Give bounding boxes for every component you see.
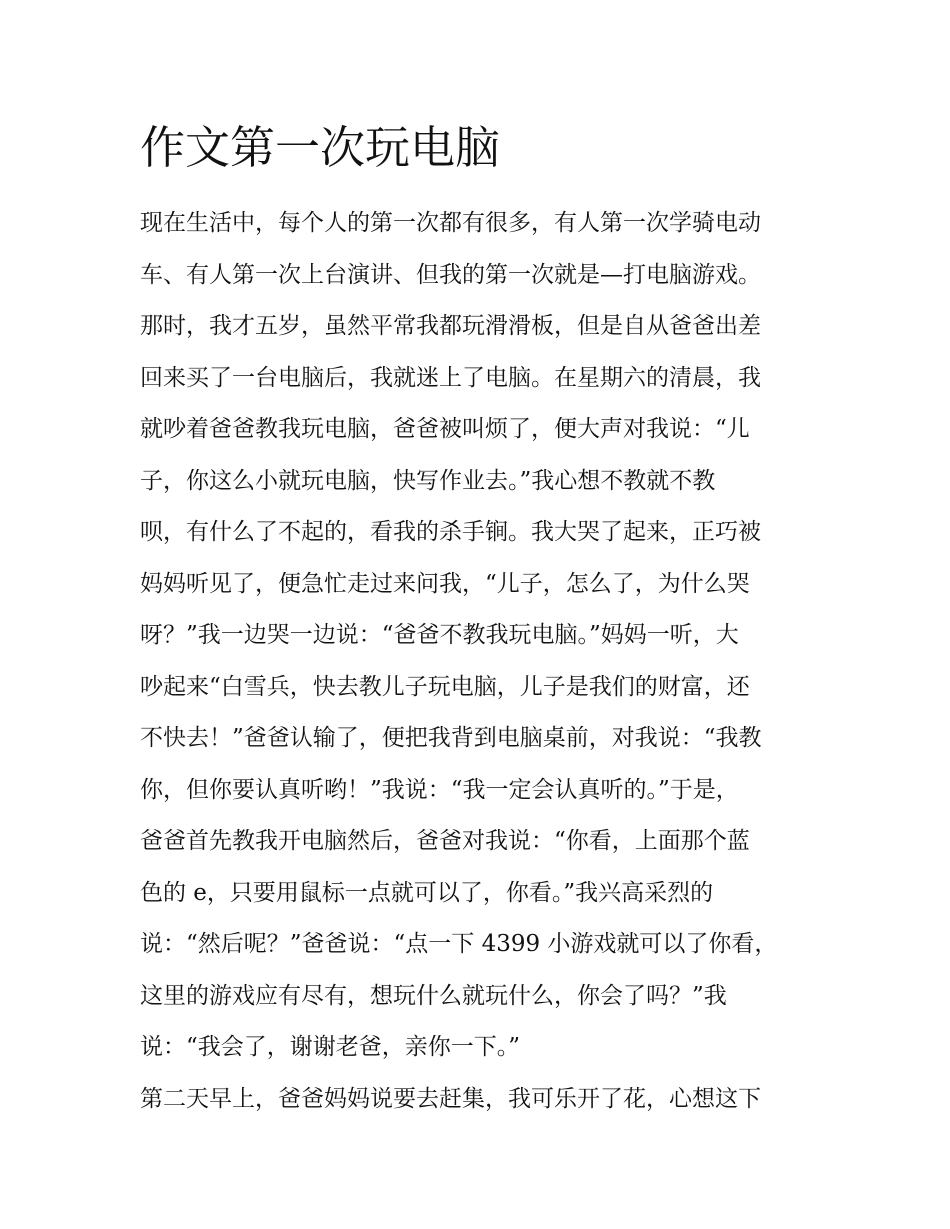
essay-line: 就吵着爸爸教我玩电脑，爸爸被叫烦了，便大声对我说：“儿 — [140, 416, 750, 442]
essay-line: 色的 e，只要用鼠标一点就可以了，你看。”我兴高采烈的 — [140, 879, 714, 906]
essay-line: 妈妈听见了，便急忙走过来问我，“儿子，怎么了，为什么哭 — [140, 570, 750, 597]
essay-line: 现在生活中，每个人的第一次都有很多，有人第一次学骑电动 — [140, 210, 761, 236]
essay-line: 说：“我会了，谢谢老爸，亲你一下。” — [140, 1034, 521, 1060]
document-title: 作文第一次玩电脑 — [140, 121, 501, 174]
essay-body — [140, 198, 820, 1125]
essay-line: 呀？”我一边哭一边说：“爸爸不教我玩电脑。”妈妈一听，大 — [140, 622, 739, 648]
essay-line: 这里的游戏应有尽有，想玩什么就玩什么，你会了吗？”我 — [140, 982, 727, 1009]
essay-line: 爸爸首先教我开电脑然后，爸爸对我说：“你看，上面那个蓝 — [140, 828, 750, 854]
essay-line: 第二天早上，爸爸妈妈说要去赶集，我可乐开了花，心想这下 — [140, 1085, 761, 1112]
essay-line: 那时，我才五岁，虽然平常我都玩滑滑板，但是自从爸爸出差 — [140, 313, 761, 339]
essay-line: 车、有人第一次上台演讲、但我的第一次就是—打电脑游戏。 — [140, 261, 761, 288]
essay-line: 吵起来“白雪兵，快去教儿子玩电脑，儿子是我们的财富，还 — [140, 673, 750, 700]
essay-line: 回来买了一台电脑后，我就迷上了电脑。在星期六的清晨，我 — [140, 364, 761, 391]
essay-line: 你，但你要认真听哟！”我说：“我一定会认真听的。”于是， — [140, 776, 739, 803]
essay-line: 子，你这么小就玩电脑，快写作业去。”我心想不教就不教 — [140, 467, 716, 494]
essay-line: 说：“然后呢？”爸爸说：“点一下 4399 小游戏就可以了你看， — [140, 931, 778, 957]
essay-line: 呗，有什么了不起的，看我的杀手锏。我大哭了起来，正巧被 — [140, 519, 761, 545]
essay-line: 不快去！”爸爸认输了，便把我背到电脑桌前，对我说：“我教 — [140, 725, 762, 751]
